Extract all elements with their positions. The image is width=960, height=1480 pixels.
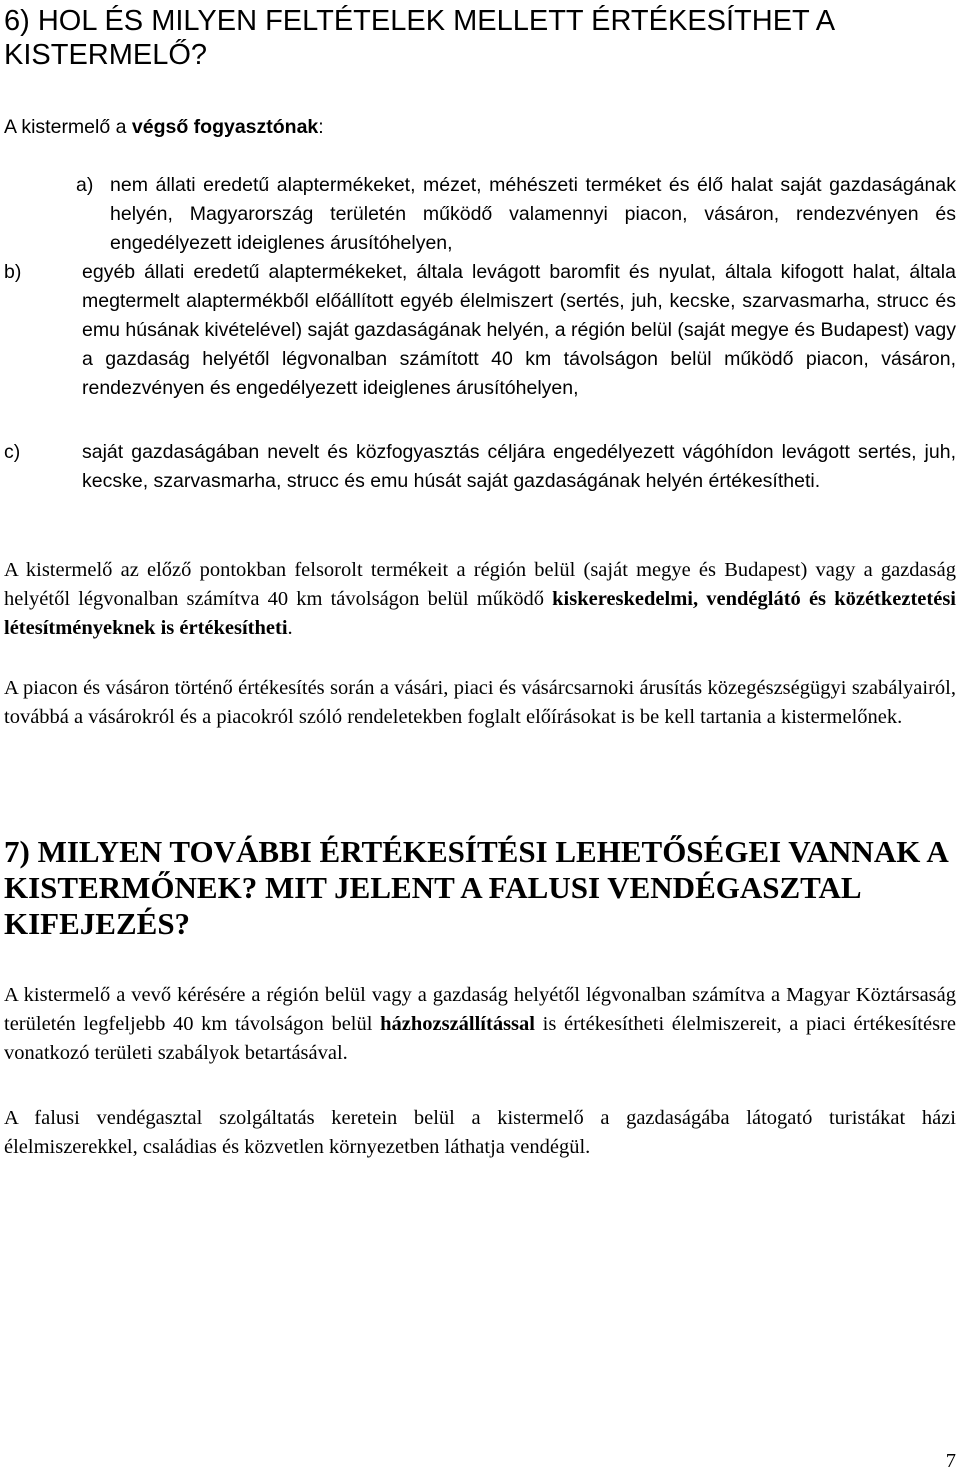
page-number: 7 bbox=[945, 1450, 956, 1472]
section-6-intro bbox=[4, 113, 956, 142]
paragraph-bold: kiskereskedelmi, vendéglátó és közétkeztetési létesítményeknek is értékesítheti bbox=[4, 588, 956, 639]
section-6-paragraph-2: A piacon és vásáron történő értékesítés során a vásári, piaci és vásárcsarnoki árusítás közegészségügyi szabályairól, továbbá a vásárokról és a piacokról szóló rendeletekben foglalt előírásokat is be kell tartania a kistermelőnek. bbox=[4, 677, 956, 728]
list-item-text: nem állati eredetű alaptermékeket, mézet, méhészeti terméket és élő halat saját gazdaságának helyén, Magyarország területén működő valamennyi piacon, vásáron, rendezvényen és engedélyezett ideiglenes árusítóhelyen, bbox=[110, 174, 956, 254]
list-item-c bbox=[4, 438, 956, 496]
paragraph-text: A kistermelő a vevő kérésére a régión belül vagy a gazdaság helyétől légvonalban számítva a Magyar Köztársaság területén legfeljebb 40 km távolságon belül bbox=[4, 984, 956, 1035]
list-marker: c) bbox=[4, 441, 21, 463]
paragraph-end: . bbox=[287, 617, 293, 639]
section-7-paragraph-1 bbox=[4, 981, 956, 1068]
list-item-text: saját gazdaságában nevelt és közfogyasztás céljára engedélyezett vágóhídon levágott sertés, juh, kecske, szarvasmarha, strucc és emu húsát saját gazdaságának helyén értékesítheti. bbox=[82, 441, 956, 492]
section-7-heading: 7) MILYEN TOVÁBBI ÉRTÉKESÍTÉSI LEHETŐSÉGEI VANNAK A KISTERMŐNEK? MIT JELENT A FALUSI VENDÉGASZTAL KIFEJEZÉS? bbox=[4, 834, 948, 941]
list-marker: a) bbox=[76, 174, 94, 196]
section-6-paragraph-1 bbox=[4, 556, 956, 643]
paragraph-text: A kistermelő az előző pontokban felsorolt termékeit a régión belül (saját megye és Budapest) vagy a gazdaság helyétől légvonalban számítva 40 km távolságon belül működő bbox=[4, 559, 956, 610]
intro-prefix: A kistermelő a bbox=[4, 116, 132, 138]
paragraph-bold: házhozszállítással bbox=[380, 1013, 535, 1035]
section-6-heading: 6) HOL ÉS MILYEN FELTÉTELEK MELLETT ÉRTÉKESÍTHET A KISTERMELŐ? bbox=[4, 5, 834, 71]
list-marker: b) bbox=[4, 261, 22, 283]
section-7-paragraph-2: A falusi vendégasztal szolgáltatás keretein belül a kistermelő a gazdaságába látogató turistákat házi élelmiszerekkel, családias és közvetlen környezetben láthatja vendégül. bbox=[4, 1107, 956, 1158]
list-item-b bbox=[4, 258, 956, 403]
intro-bold: végső fogyasztónak bbox=[131, 116, 319, 138]
paragraph-end: is értékesítheti élelmiszereit, a piaci értékesítésre vonatkozó területi szabályok betartásával. bbox=[4, 1013, 956, 1064]
intro-suffix: : bbox=[318, 116, 324, 138]
list-item-a bbox=[4, 171, 956, 258]
list-item-text: egyéb állati eredetű alaptermékeket, általa levágott baromfit és nyulat, általa kifogott halat, általa megtermelt alaptermékből előállított egyéb élelmiszert (sertés, juh, kecske, szarvasmarha, strucc és emu húsának kivételével) saját gazdaságának helyén, a régión belül (saját megye és Budapest) vagy a gazdaság helyétől légvonalban számított 40 km távolságon belül működő piacon, vásáron, rendezvényen és engedélyezett ideiglenes árusítóhelyen, bbox=[82, 261, 956, 399]
